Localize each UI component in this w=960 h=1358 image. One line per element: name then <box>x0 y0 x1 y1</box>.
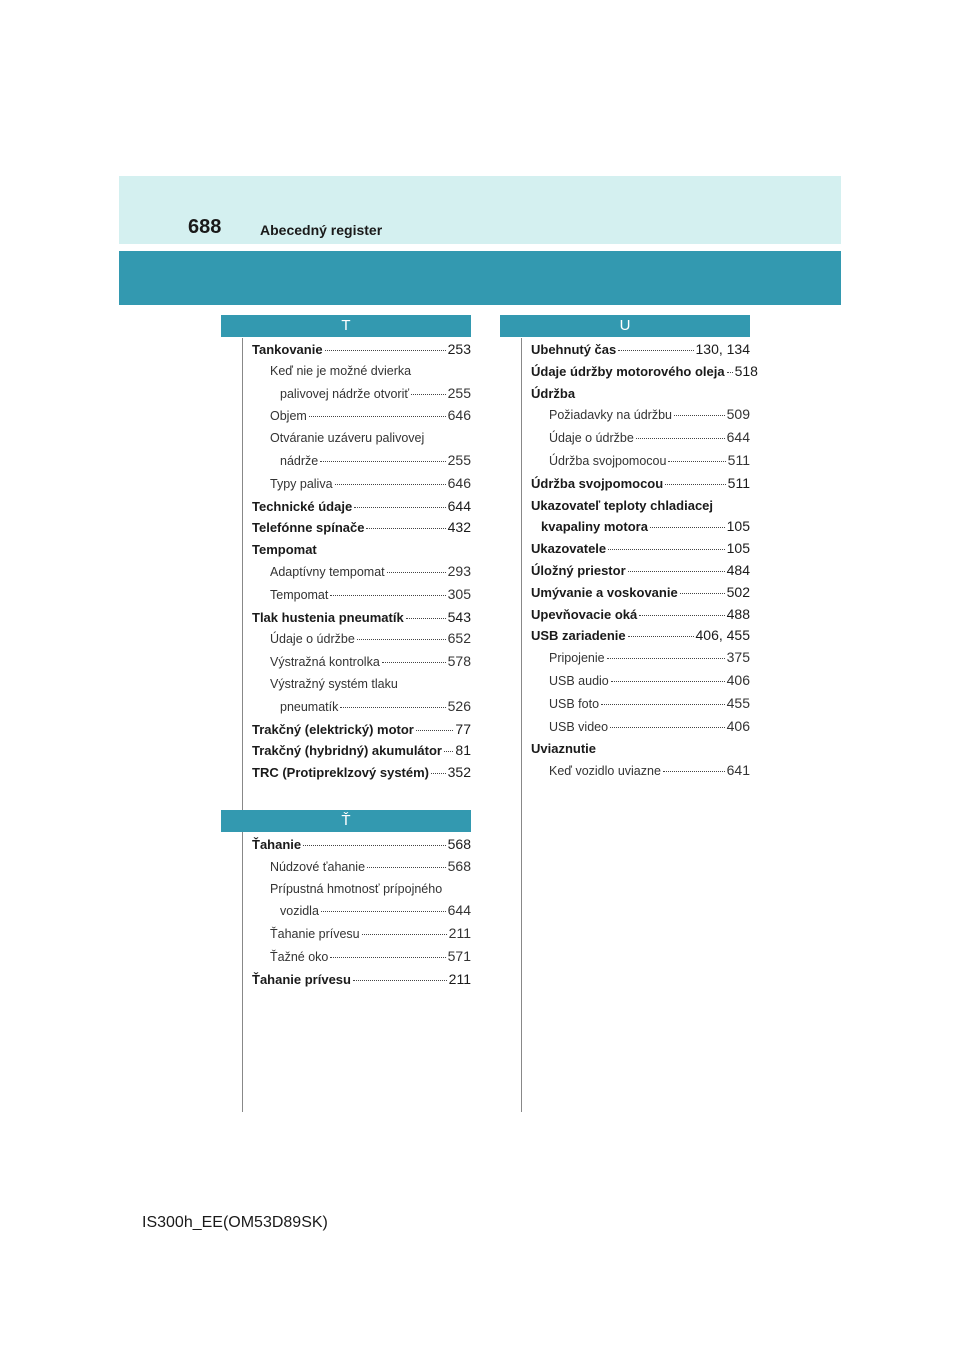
entry-term: USB audio <box>549 673 609 688</box>
dot-leader <box>353 980 447 981</box>
entry-term: Údržba svojpomocou <box>531 475 664 491</box>
dot-leader <box>607 658 725 659</box>
entry-term: USB video <box>549 719 609 734</box>
index-entry <box>252 405 471 428</box>
entry-term: USB foto <box>549 696 600 711</box>
entry-term: nádrže <box>280 453 319 468</box>
entry-term: Pripojenie <box>549 651 605 666</box>
entry-term: Uviaznutie <box>531 741 597 757</box>
index-entry <box>252 383 471 406</box>
header-top <box>119 176 841 244</box>
index-section <box>500 315 758 783</box>
index-entry <box>252 450 471 473</box>
entry-list <box>500 337 758 783</box>
index-entry <box>531 473 750 495</box>
entry-term: Ťažné oko <box>270 949 329 964</box>
page-reference[interactable]: 211 <box>448 925 471 942</box>
entry-term: Keď nie je možné dvierka <box>270 363 412 378</box>
dot-leader <box>431 773 446 774</box>
index-column-left <box>221 315 471 991</box>
index-entry <box>531 516 750 538</box>
index-entry <box>531 339 750 361</box>
entry-term: Tempomat <box>270 587 329 602</box>
entry-term: kvapaliny motora <box>541 519 648 535</box>
entry-term: Keď vozidlo uviazne <box>549 764 661 779</box>
page-reference[interactable]: 509 <box>726 406 750 423</box>
page-reference[interactable]: 253 <box>447 341 471 357</box>
index-entry <box>531 538 750 560</box>
document-code: IS300h_EE(OM53D89SK) <box>142 1214 328 1231</box>
page-reference[interactable]: 211 <box>448 970 471 987</box>
page-reference[interactable]: 484 <box>726 561 750 578</box>
entry-term: Výstražná kontrolka <box>270 655 380 670</box>
dot-leader <box>309 416 446 417</box>
page-reference[interactable]: 255 <box>447 384 471 401</box>
dot-leader <box>601 704 725 705</box>
entry-term: Údaje údržby motorového oleja <box>531 363 725 379</box>
entry-term: Trakčný (elektrický) motor <box>252 721 414 737</box>
page-reference[interactable]: 455 <box>726 694 750 711</box>
page-reference[interactable]: 578 <box>447 653 471 670</box>
index-entry <box>531 716 750 739</box>
dot-leader <box>680 593 725 594</box>
page-reference[interactable]: 652 <box>447 630 471 647</box>
index-entry <box>531 582 750 604</box>
entry-term: Adaptívny tempomat <box>270 564 385 579</box>
dot-leader <box>330 957 445 958</box>
index-entry <box>531 693 750 716</box>
dot-leader <box>362 934 447 935</box>
dot-leader <box>665 484 725 485</box>
index-entry <box>252 428 471 450</box>
index-entry <box>252 969 471 991</box>
entry-term: Objem <box>270 409 307 424</box>
page-reference[interactable]: 406 <box>726 671 750 688</box>
index-entry <box>531 404 750 427</box>
entry-term: Ťahanie prívesu <box>252 971 351 987</box>
page-reference[interactable]: 293 <box>447 562 471 579</box>
dot-leader <box>411 394 446 395</box>
index-entry <box>252 651 471 674</box>
page-reference[interactable]: 641 <box>726 762 750 779</box>
entry-term: palivovej nádrže otvoriť <box>280 386 410 401</box>
page-reference[interactable]: 646 <box>447 407 471 424</box>
index-entry <box>252 946 471 969</box>
index-column-right <box>500 315 758 783</box>
dot-leader <box>610 727 725 728</box>
entry-term: Núdzové ťahanie <box>270 859 366 874</box>
dot-leader <box>366 528 445 529</box>
entry-term: Výstražný systém tlaku <box>270 676 398 691</box>
dot-leader <box>727 372 733 373</box>
index-section <box>221 810 471 991</box>
entry-term: TRC (Protipreklzový systém) <box>252 765 429 781</box>
dot-leader <box>663 771 725 772</box>
entry-term: Tempomat <box>252 542 317 558</box>
dot-leader <box>608 549 724 550</box>
page-reference[interactable]: 571 <box>447 947 471 964</box>
section-letter-heading: T <box>221 315 471 337</box>
index-entry <box>531 383 750 405</box>
entry-term: Ťahanie <box>252 836 302 852</box>
entry-term: Otváranie uzáveru palivovej <box>270 431 425 446</box>
dot-leader <box>628 636 694 637</box>
page-number: 688 <box>188 216 222 238</box>
index-entry <box>252 584 471 607</box>
index-entry <box>531 670 750 693</box>
index-entry <box>531 495 750 517</box>
dot-leader <box>335 484 446 485</box>
page-reference[interactable]: 406 <box>726 717 750 734</box>
dot-leader <box>416 730 454 731</box>
page-reference[interactable]: 352 <box>447 764 471 781</box>
entry-term: Údržba svojpomocou <box>549 453 667 468</box>
index-entry <box>252 628 471 651</box>
dot-leader <box>611 681 725 682</box>
entry-list <box>221 337 471 784</box>
entry-term: Technické údaje <box>252 498 353 514</box>
index-entry <box>531 450 750 473</box>
entry-term: USB zariadenie <box>531 628 626 644</box>
page-reference[interactable]: 488 <box>726 605 750 622</box>
dot-leader <box>357 639 446 640</box>
dot-leader <box>321 911 446 912</box>
entry-term: Tlak hustenia pneumatík <box>252 609 404 625</box>
page-reference[interactable]: 644 <box>447 902 471 919</box>
entry-term: Telefónne spínače <box>252 520 365 536</box>
entry-term: Ťahanie prívesu <box>270 927 360 942</box>
index-entry <box>531 560 750 582</box>
page-reference[interactable]: 511 <box>727 474 750 491</box>
dot-leader <box>303 845 446 846</box>
dot-leader <box>320 461 445 462</box>
entry-list <box>221 832 471 991</box>
page-reference[interactable]: 502 <box>726 583 750 600</box>
index-entry <box>252 719 471 741</box>
index-entry <box>252 923 471 946</box>
index-entry <box>531 427 750 450</box>
entry-term: Ubehnutý čas <box>531 342 617 357</box>
index-entry <box>531 647 750 670</box>
entry-term: Trakčný (hybridný) akumulátor <box>252 743 442 759</box>
page-reference[interactable]: 255 <box>447 451 471 468</box>
dot-leader <box>367 867 446 868</box>
index-entry <box>252 473 471 496</box>
header-band <box>119 251 841 305</box>
index-entry <box>531 604 750 626</box>
page-reference[interactable]: 375 <box>726 649 750 666</box>
dot-leader <box>674 415 725 416</box>
dot-leader <box>340 707 445 708</box>
index-entry <box>531 361 758 383</box>
entry-term: Údaje o údržbe <box>270 632 355 647</box>
index-entry <box>252 539 471 561</box>
dot-leader <box>382 662 446 663</box>
page-reference[interactable]: 81 <box>455 742 471 759</box>
dot-leader <box>618 350 693 351</box>
dot-leader <box>636 438 725 439</box>
index-entry <box>252 361 471 383</box>
entry-term: Úložný priestor <box>531 562 626 578</box>
entry-term: Upevňovacie oká <box>531 606 638 622</box>
index-entry <box>252 834 471 856</box>
page-reference[interactable]: 105 <box>726 518 750 535</box>
index-entry <box>252 607 471 629</box>
page-reference[interactable]: 305 <box>447 585 471 602</box>
index-entry <box>252 339 471 361</box>
index-entry <box>252 900 471 923</box>
index-entry <box>252 674 471 696</box>
index-entry <box>531 760 750 783</box>
index-entry <box>531 738 750 760</box>
entry-term: Údržba <box>531 385 576 401</box>
dot-leader <box>354 507 445 508</box>
page-reference[interactable]: 130, 134 <box>695 341 750 357</box>
index-entry <box>252 696 471 719</box>
page-reference[interactable]: 406, 455 <box>695 627 750 644</box>
entry-term: vozidla <box>280 904 319 919</box>
page-title: Abecedný register <box>260 222 383 238</box>
dot-leader <box>330 595 445 596</box>
index-entry <box>252 517 471 539</box>
dot-leader <box>628 571 725 572</box>
entry-term: pneumatík <box>280 699 339 714</box>
index-entry <box>252 496 471 518</box>
page-reference[interactable]: 644 <box>447 497 471 514</box>
dot-leader <box>668 461 725 462</box>
entry-term: Ukazovateľ teploty chladiacej <box>531 497 714 513</box>
dot-leader <box>639 615 724 616</box>
index-entry <box>252 762 471 784</box>
page-reference[interactable]: 105 <box>726 540 750 557</box>
index-entry <box>252 856 471 879</box>
index-entry <box>252 879 471 901</box>
entry-term: Ukazovatele <box>531 541 607 557</box>
page-reference[interactable]: 511 <box>727 451 750 468</box>
entry-term: Tankovanie <box>252 342 323 357</box>
page-reference[interactable]: 568 <box>447 835 471 852</box>
entry-term: Typy paliva <box>270 476 333 491</box>
index-section <box>221 315 471 784</box>
entry-term: Umývanie a voskovanie <box>531 584 678 600</box>
page-reference[interactable]: 526 <box>447 697 471 714</box>
dot-leader <box>406 618 446 619</box>
index-entry <box>531 625 750 647</box>
section-letter-heading: Ť <box>221 810 471 832</box>
dot-leader <box>444 751 453 752</box>
index-entry <box>252 561 471 584</box>
page-reference[interactable]: 432 <box>447 519 471 536</box>
entry-term: Prípustná hmotnosť prípojného <box>270 881 443 896</box>
page-reference[interactable]: 644 <box>726 429 750 446</box>
index-entry <box>252 740 471 762</box>
section-letter-heading: U <box>500 315 750 337</box>
page-reference[interactable]: 568 <box>447 857 471 874</box>
dot-leader <box>325 350 446 351</box>
entry-term: Požiadavky na údržbu <box>549 408 672 423</box>
entry-term: Údaje o údržbe <box>549 431 634 446</box>
page-reference[interactable]: 543 <box>447 608 471 625</box>
page-reference[interactable]: 77 <box>455 720 471 737</box>
page-reference[interactable]: 646 <box>447 474 471 491</box>
dot-leader <box>650 527 725 528</box>
dot-leader <box>387 572 446 573</box>
page-reference[interactable]: 518 <box>734 362 758 379</box>
